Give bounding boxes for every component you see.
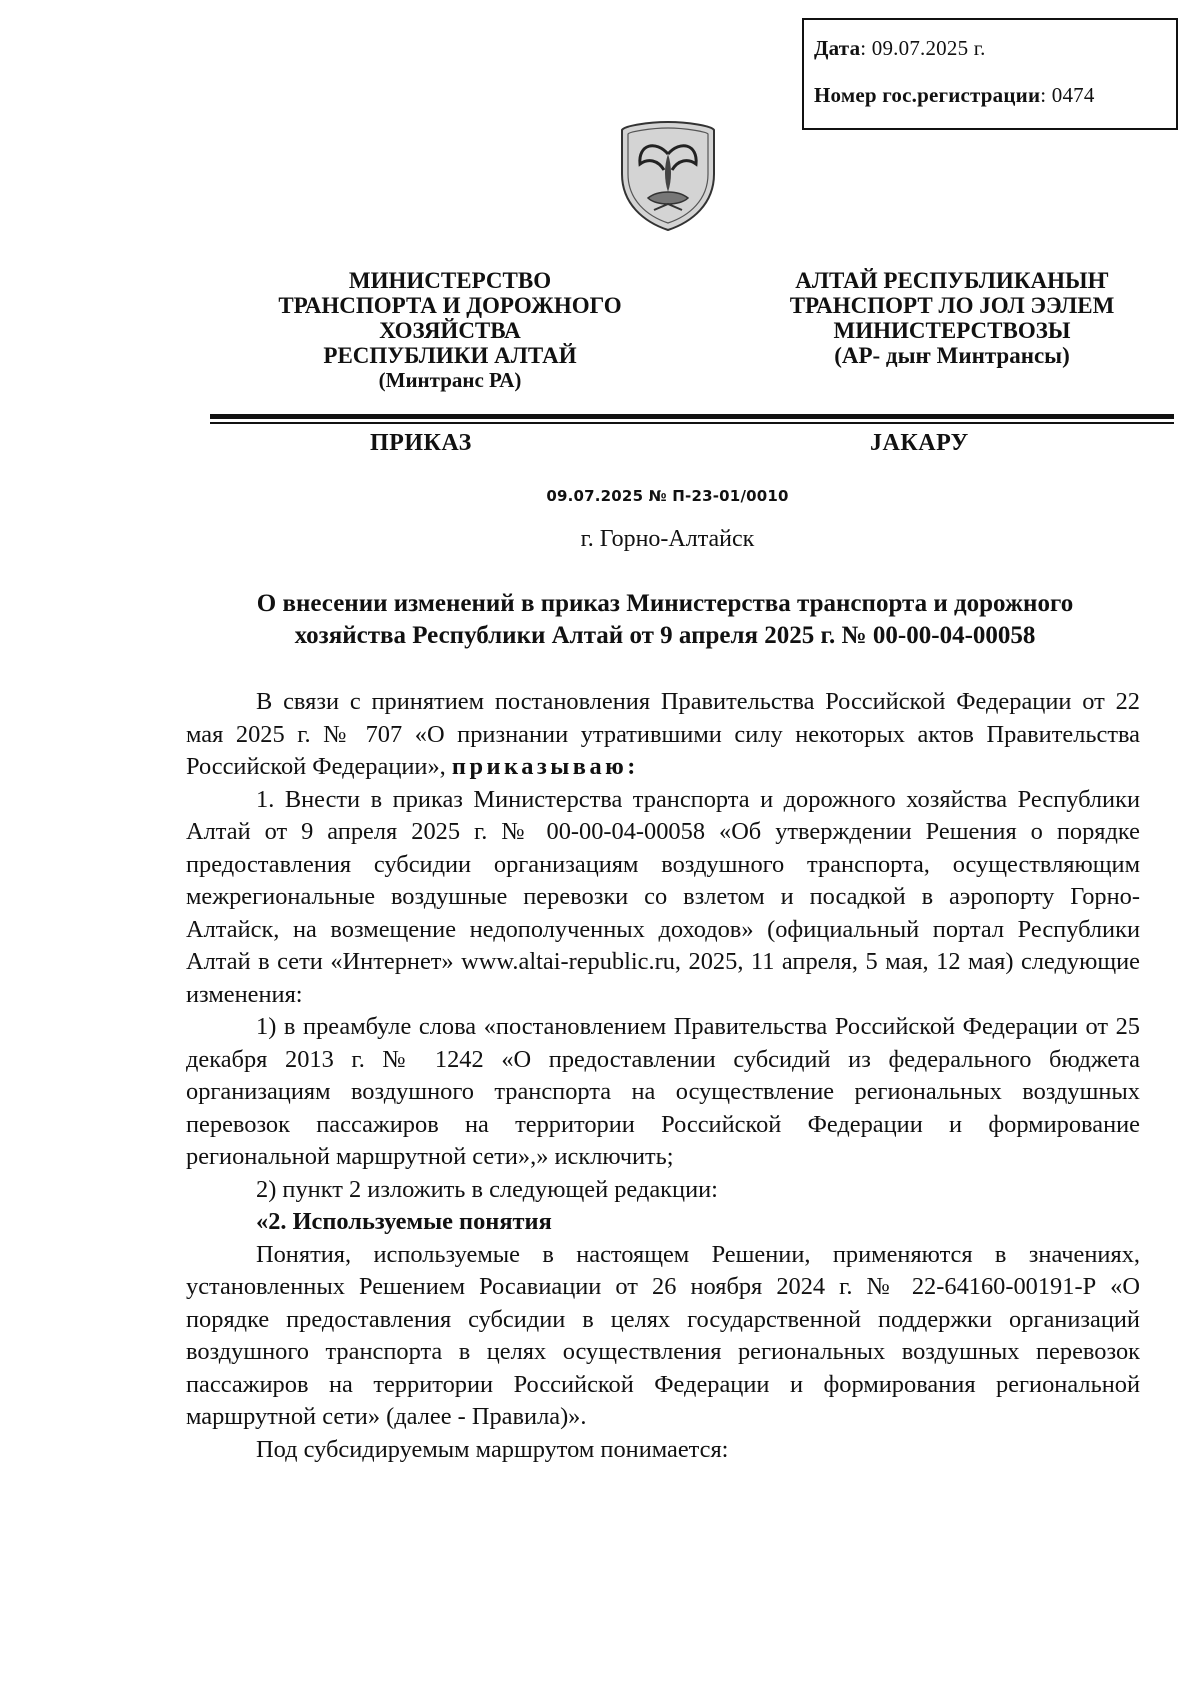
ministry-alt-short: (АР- дыҥ Минтрансы): [834, 343, 1070, 368]
registration-date: Дата: 09.07.2025 г.: [814, 36, 986, 60]
ministry-alt-line-1: АЛТАЙ РЕСПУБЛИКАНЫҤ: [795, 268, 1109, 293]
coat-of-arms-icon: [618, 118, 718, 234]
document-title-line-1: О внесении изменений в приказ Министерства транспорта и дорожного: [256, 590, 1074, 617]
document-title: [150, 588, 1180, 652]
registration-number-value: 0474: [1051, 83, 1095, 107]
paragraph-definitions: Понятия, используемые в настоящем Решении, применяются в значениях, установленных Решением Росавиации от 26 ноября 2024 г. № 22-64160-00191-Р «О порядке предоставления субсидии в целях государственной поддержки организаций воздушного транспорта в целях осуществления региональных воздушных перевозок пассажиров на территории Российской Федерации и формирования региональной маршрутной сети» (далее - Правила)».: [186, 1240, 1140, 1430]
order-word-russian: ПРИКАЗ: [370, 430, 472, 456]
ministry-name-russian: [240, 268, 660, 393]
paragraph-route: Под субсидируемым маршрутом понимается:: [256, 1435, 729, 1463]
paragraph-subitem-2: 2) пункт 2 изложить в следующей редакции:: [256, 1175, 718, 1203]
registration-date-label: Дата: [814, 36, 861, 60]
section-heading: «2. Используемые понятия: [256, 1208, 552, 1235]
registration-box: [802, 18, 1178, 130]
ministry-ru-line-3: ХОЗЯЙСТВА: [379, 318, 521, 343]
paragraph-item-1: 1. Внести в приказ Министерства транспорта и дорожного хозяйства Республики Алтай от 9 апреля 2025 г. № 00-00-04-00058 «Об утверждении Решения о порядке предоставления субсидии организациям воздушного транспорта, осуществляющим межрегиональные воздушные перевозки со взлетом и посадкой в аэропорту Горно-Алтайск, на возмещение недополученных доходов» (официальный портал Республики Алтай в сети «Интернет» www.altai-republic.ru, 2025, 11 апреля, 5 мая, 12 мая) следующие изменения:: [186, 785, 1140, 1008]
registration-date-value: 09.07.2025 г.: [871, 36, 986, 60]
document-title-line-2: хозяйства Республики Алтай от 9 апреля 2025 г. № 00-00-04-00058: [294, 622, 1036, 649]
registration-number: Номер гос.регистрации: 0474: [814, 83, 1095, 107]
order-keyword: приказываю:: [451, 753, 639, 780]
order-number: 09.07.2025 № П-23-01/0010: [546, 487, 789, 505]
ministry-alt-line-3: МИНИСТЕРСТВОЗЫ: [833, 318, 1071, 343]
ministry-name-altai: [742, 268, 1162, 368]
ministry-ru-short: (Минтранс РА): [378, 368, 522, 392]
ministry-ru-line-1: МИНИСТЕРСТВО: [348, 268, 552, 293]
ministry-ru-line-2: ТРАНСПОРТА И ДОРОЖНОГО: [278, 293, 622, 318]
registration-number-label: Номер гос.регистрации: [814, 83, 1041, 107]
paragraph-preamble-text: В связи с принятием постановления Правительства Российской Федерации от 22 мая 2025 г. № 707 «О признании утратившими силу некоторых актов Правительства Российской Федерации»,: [186, 688, 1140, 780]
ministry-alt-line-2: ТРАНСПОРТ ЛО ЈОЛ ЭЭЛЕМ: [789, 293, 1115, 318]
order-word-altai: ЈАКАРУ: [870, 430, 969, 456]
header-divider-thick: [210, 414, 1174, 419]
document-body: [186, 686, 1140, 1466]
city-name: г. Горно-Алтайск: [580, 526, 755, 552]
paragraph-subitem-1: 1) в преамбуле слова «постановлением Правительства Российской Федерации от 25 декабря 2013 г. № 1242 «О предоставлении субсидий из федерального бюджета организациям воздушного транспорта на осуществление региональных воздушных перевозок пассажиров на территории Российской Федерации и формирование региональной маршрутной сети»,» исключить;: [186, 1013, 1140, 1170]
paragraph-preamble: [186, 686, 1140, 784]
header-divider-thin: [210, 422, 1174, 424]
ministry-ru-line-4: РЕСПУБЛИКИ АЛТАЙ: [323, 343, 577, 368]
